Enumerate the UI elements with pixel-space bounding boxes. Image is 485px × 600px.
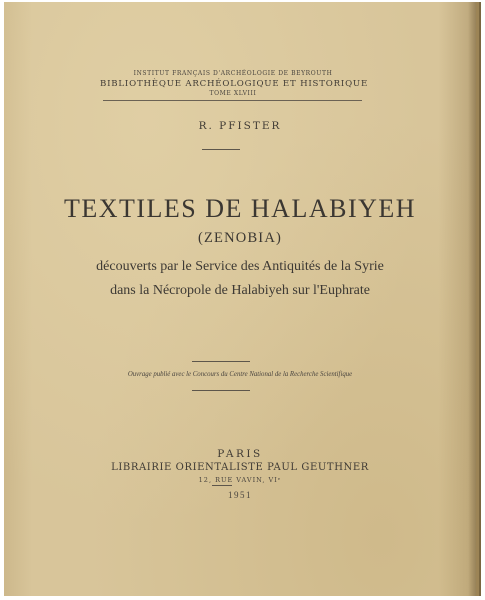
note-rule-top xyxy=(192,361,250,362)
series-title: BIBLIOTHÈQUE ARCHÉOLOGIQUE ET HISTORIQUE xyxy=(100,79,369,89)
author-name: R. PFISTER xyxy=(198,120,282,132)
institut-line: INSTITUT FRANÇAIS D'ARCHÉOLOGIE DE BEYROUTH xyxy=(133,70,333,77)
header-rule xyxy=(103,100,362,101)
publisher-name: LIBRAIRIE ORIENTALISTE PAUL GEUTHNER xyxy=(111,462,369,473)
publisher-address: 12, RUE VAVIN, VIᵉ xyxy=(198,476,282,484)
book-title: TEXTILES DE HALABIYEH xyxy=(63,194,417,223)
support-note: Ouvrage publié avec le Concours du Centre National de la Recherche Scientifique xyxy=(127,371,353,378)
publication-year: 1951 xyxy=(228,490,252,500)
author-rule xyxy=(202,149,240,150)
cover-edge-shadow xyxy=(468,2,476,596)
description-line-1: découverts par le Service des Antiquités de la Syrie xyxy=(96,259,384,274)
book-subtitle: (ZENOBIA) xyxy=(197,230,283,246)
book-cover xyxy=(4,2,479,596)
address-rule xyxy=(212,485,232,486)
publisher-city: PARIS xyxy=(217,448,263,460)
description-line-2: dans la Nécropole de Halabiyeh sur l'Euphrate xyxy=(110,283,370,298)
tome-number: TOME XLVIII xyxy=(209,90,257,97)
note-rule-bottom xyxy=(192,390,250,391)
